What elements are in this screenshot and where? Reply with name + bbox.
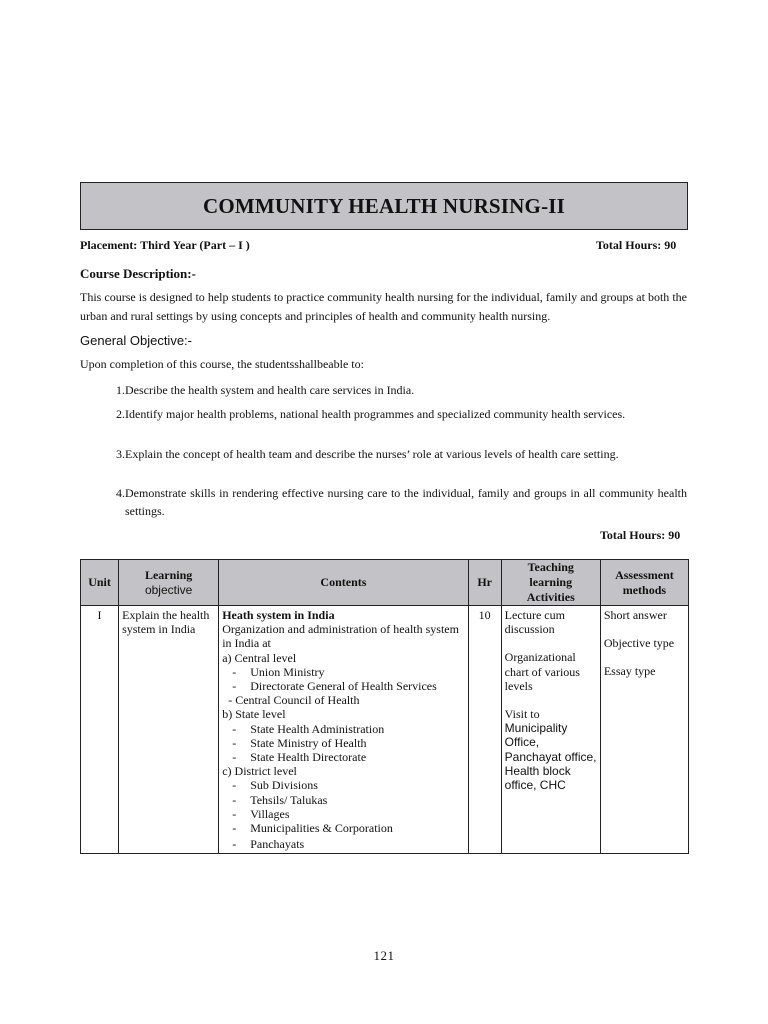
page-number: 121	[373, 948, 395, 963]
total-hours-top: Total Hours: 90	[596, 238, 677, 252]
table-row	[81, 606, 689, 854]
objective-item: 1. Describe the health system and health care services in India.	[116, 383, 415, 397]
objective-item: 2. Identify major health problems, national health programmes and specialized community health services.	[116, 407, 626, 421]
header-unit: Unit	[81, 560, 119, 606]
placement: Placement: Third Year (Part – I )	[80, 238, 250, 252]
objective-item: 4. Demonstrate skills in rendering effective nursing care to the individual, family and groups in all community health settings.	[116, 486, 687, 518]
assessment-cell: Short answer Objective type Essay type	[600, 606, 688, 854]
objective-item: 3. Explain the concept of health team and describe the nurses’ role at various levels of health care setting.	[116, 447, 619, 461]
header-contents: Contents	[219, 560, 468, 606]
objective-cell: Explain the health system in India	[119, 606, 219, 854]
course-description-text: This course is designed to help students to practice community health nursing for the individual, family and groups at both the urban and rural settings by using concepts and principles of health and community health nursing.	[80, 290, 687, 323]
course-table	[80, 559, 689, 854]
teaching-cell: Lecture cum discussion Organizational chart of various levels Visit to Municipality Office, Panchayat office, Health block office, CHC	[501, 606, 600, 854]
contents-cell: Heath system in India Organization and administration of health system in India at a) Central level - Union Ministry - Directorate General of Health Services - Central Council of Health b) State level - State Health Administration - State Ministry of Health - State Health Directorate c) District level - Sub Divisions - Tehsils/ Talukas - Villages - Municipalities & Corporation - Panchayats	[219, 606, 468, 854]
total-hours-bottom: Total Hours: 90	[600, 528, 681, 542]
header-hr: Hr	[468, 560, 501, 606]
table-header-row	[81, 560, 689, 606]
header-assessment: Assessment methods	[600, 560, 688, 606]
unit-cell: I	[81, 606, 119, 854]
title-banner	[80, 182, 688, 230]
upon-completion-text: Upon completion of this course, the studentsshallbeable to:	[80, 357, 364, 371]
general-objective-heading: General Objective:-	[80, 333, 192, 348]
page-title: COMMUNITY HEALTH NURSING-II	[202, 193, 566, 218]
header-learning-objective: Learning objective	[119, 560, 219, 606]
hr-cell: 10	[468, 606, 501, 854]
header-teaching: Teaching learning Activities	[501, 560, 600, 606]
course-description-heading: Course Description:-	[80, 266, 196, 281]
